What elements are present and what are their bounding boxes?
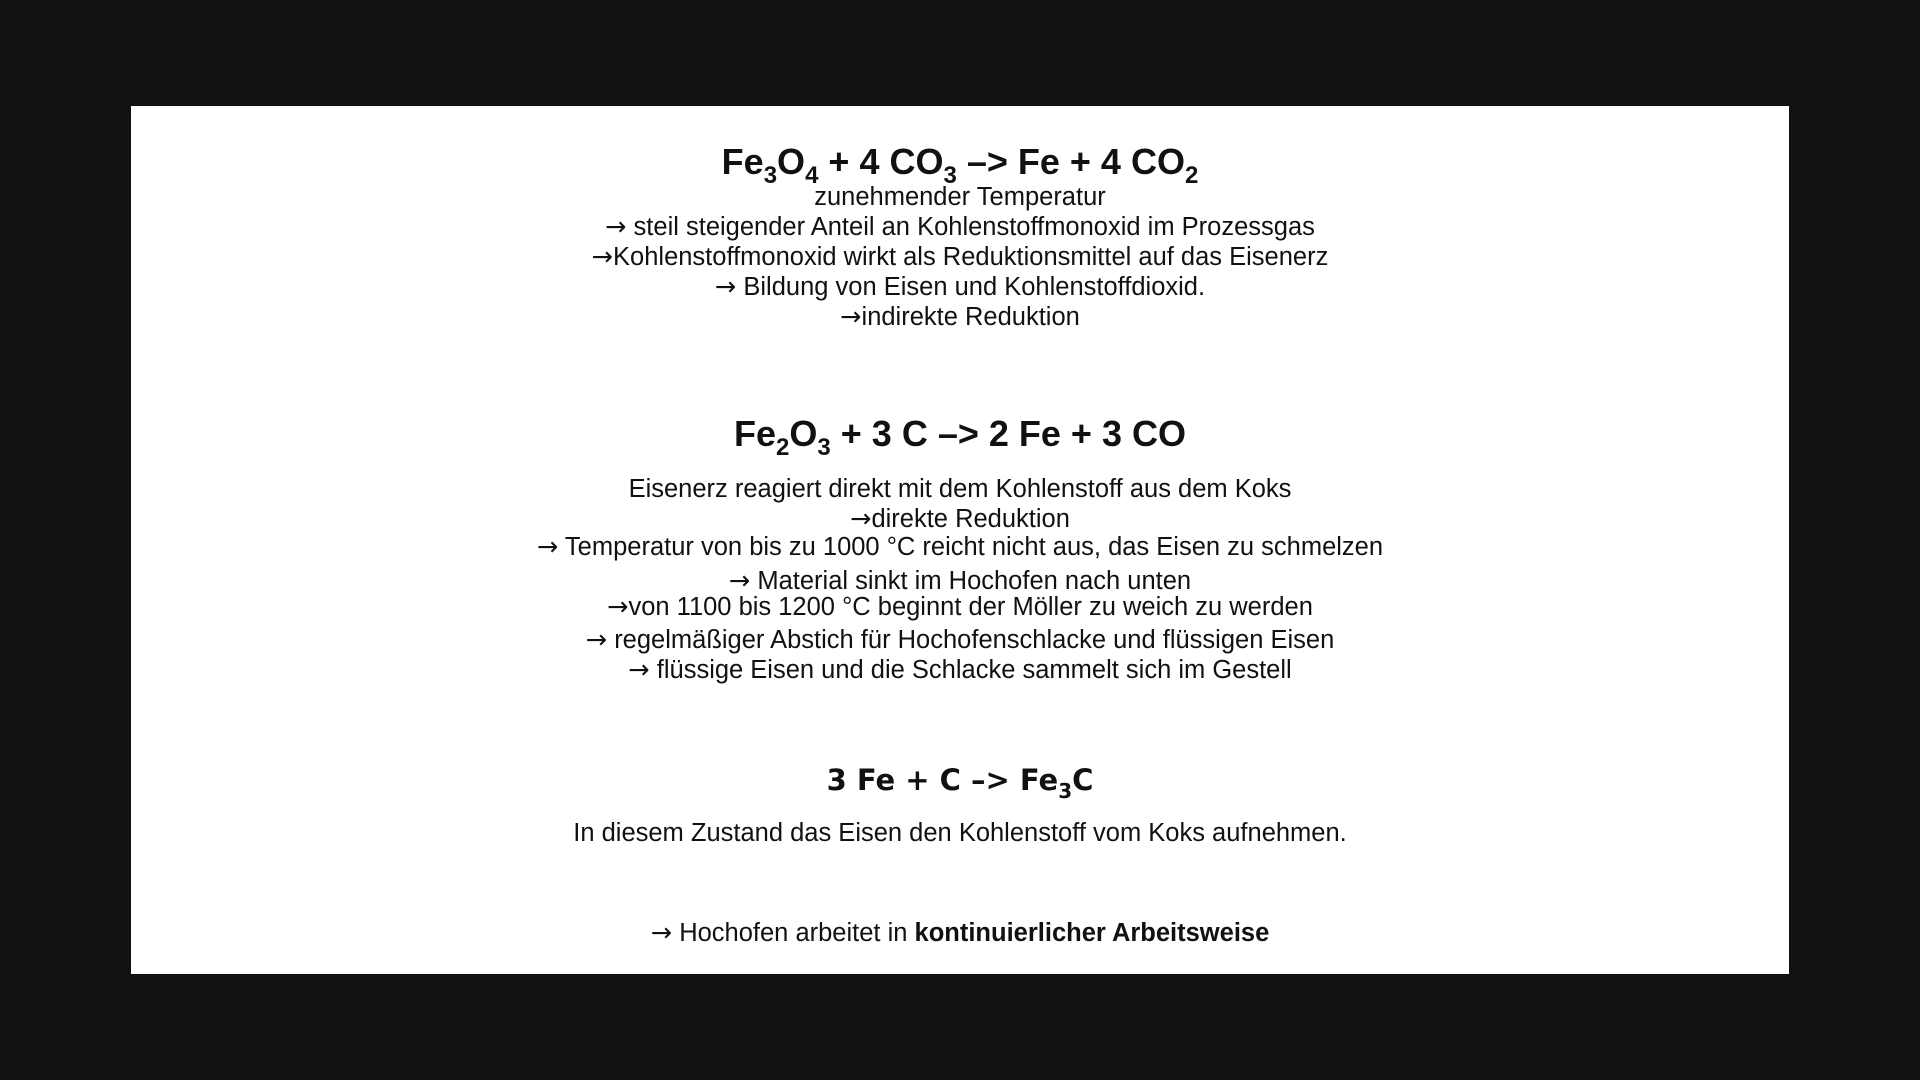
arrow-icon: → bbox=[650, 918, 673, 948]
equation-3 bbox=[131, 760, 1789, 803]
arrow-icon: → bbox=[628, 655, 650, 685]
line-text: steil steigender Anteil an Kohlenstoffmonoxid im Prozessgas bbox=[626, 213, 1315, 241]
section-1-line-5 bbox=[131, 302, 1789, 332]
conclusion-line bbox=[131, 918, 1789, 948]
arrow-icon: → bbox=[585, 625, 608, 655]
line-text: flüssige Eisen und die Schlacke sammelt sich im Gestell bbox=[649, 656, 1292, 684]
section-2-line-6 bbox=[131, 625, 1789, 655]
eq3-part: C bbox=[1072, 763, 1094, 797]
arrow-icon: → bbox=[840, 302, 862, 332]
section-1-line-4 bbox=[131, 272, 1789, 302]
section-2-line-5 bbox=[131, 592, 1789, 622]
arrow-icon: → bbox=[605, 212, 627, 242]
line-text: indirekte Reduktion bbox=[861, 303, 1080, 331]
line-text: Material sinkt im Hochofen nach unten bbox=[750, 567, 1192, 595]
arrow-icon: → bbox=[536, 532, 559, 562]
line-text: Eisenerz reagiert direkt mit dem Kohlenstoff aus dem Koks bbox=[628, 475, 1292, 503]
section-3-line bbox=[131, 818, 1789, 848]
eq2-part: O bbox=[789, 413, 818, 454]
eq1-subscript: 4 bbox=[805, 162, 819, 189]
arrow-icon: → bbox=[714, 272, 737, 302]
eq2-subscript: 2 bbox=[776, 434, 790, 461]
eq2-subscript: 3 bbox=[817, 434, 831, 461]
eq3-part: 3 Fe + C –> Fe bbox=[826, 763, 1059, 797]
eq1-subscript: 3 bbox=[763, 162, 778, 189]
eq2-part: Fe bbox=[734, 413, 777, 454]
arrow-icon: → bbox=[728, 566, 751, 596]
eq3-subscript: 3 bbox=[1058, 779, 1073, 803]
arrow-icon: → bbox=[591, 242, 614, 272]
line-text: In diesem Zustand das Eisen den Kohlenstoff vom Koks aufnehmen. bbox=[573, 819, 1347, 847]
line-text: Bildung von Eisen und Kohlenstoffdioxid. bbox=[736, 273, 1206, 301]
conclusion-bold-text: kontinuierlicher Arbeitsweise bbox=[914, 919, 1270, 947]
arrow-icon: → bbox=[607, 592, 629, 622]
line-text: regelmäßiger Abstich für Hochofenschlacke und flüssigen Eisen bbox=[607, 626, 1335, 654]
line-text: von 1100 bis 1200 °C beginnt der Möller zu weich zu werden bbox=[628, 593, 1313, 621]
line-text: zunehmender Temperatur bbox=[814, 183, 1106, 211]
section-2-line-3 bbox=[131, 532, 1789, 562]
eq1-part: Fe bbox=[721, 141, 764, 182]
arrow-icon: → bbox=[850, 504, 872, 534]
eq1-part: + 4 CO bbox=[818, 141, 944, 182]
section-1-line-1 bbox=[131, 182, 1789, 212]
line-text: Temperatur von bis zu 1000 °C reicht nicht aus, das Eisen zu schmelzen bbox=[558, 533, 1384, 561]
section-1-line-2 bbox=[131, 212, 1789, 242]
eq1-subscript: 3 bbox=[943, 162, 957, 189]
eq2-part: + 3 C –> 2 Fe + 3 CO bbox=[830, 413, 1186, 454]
line-text: direkte Reduktion bbox=[871, 505, 1070, 533]
equation-1 bbox=[131, 141, 1789, 189]
section-2-line-1 bbox=[131, 474, 1789, 504]
section-2-line-7 bbox=[131, 655, 1789, 685]
equation-2 bbox=[131, 413, 1789, 461]
conclusion-text: Hochofen arbeitet in bbox=[672, 919, 915, 947]
eq1-subscript: 2 bbox=[1184, 162, 1199, 189]
eq1-part: –> Fe + 4 CO bbox=[956, 141, 1185, 182]
line-text: Kohlenstoffmonoxid wirkt als Reduktionsmittel auf das Eisenerz bbox=[613, 243, 1329, 271]
slide-page bbox=[131, 106, 1789, 974]
section-2-line-2 bbox=[131, 504, 1789, 534]
section-1-line-3 bbox=[131, 242, 1789, 272]
eq1-part: O bbox=[777, 141, 806, 182]
